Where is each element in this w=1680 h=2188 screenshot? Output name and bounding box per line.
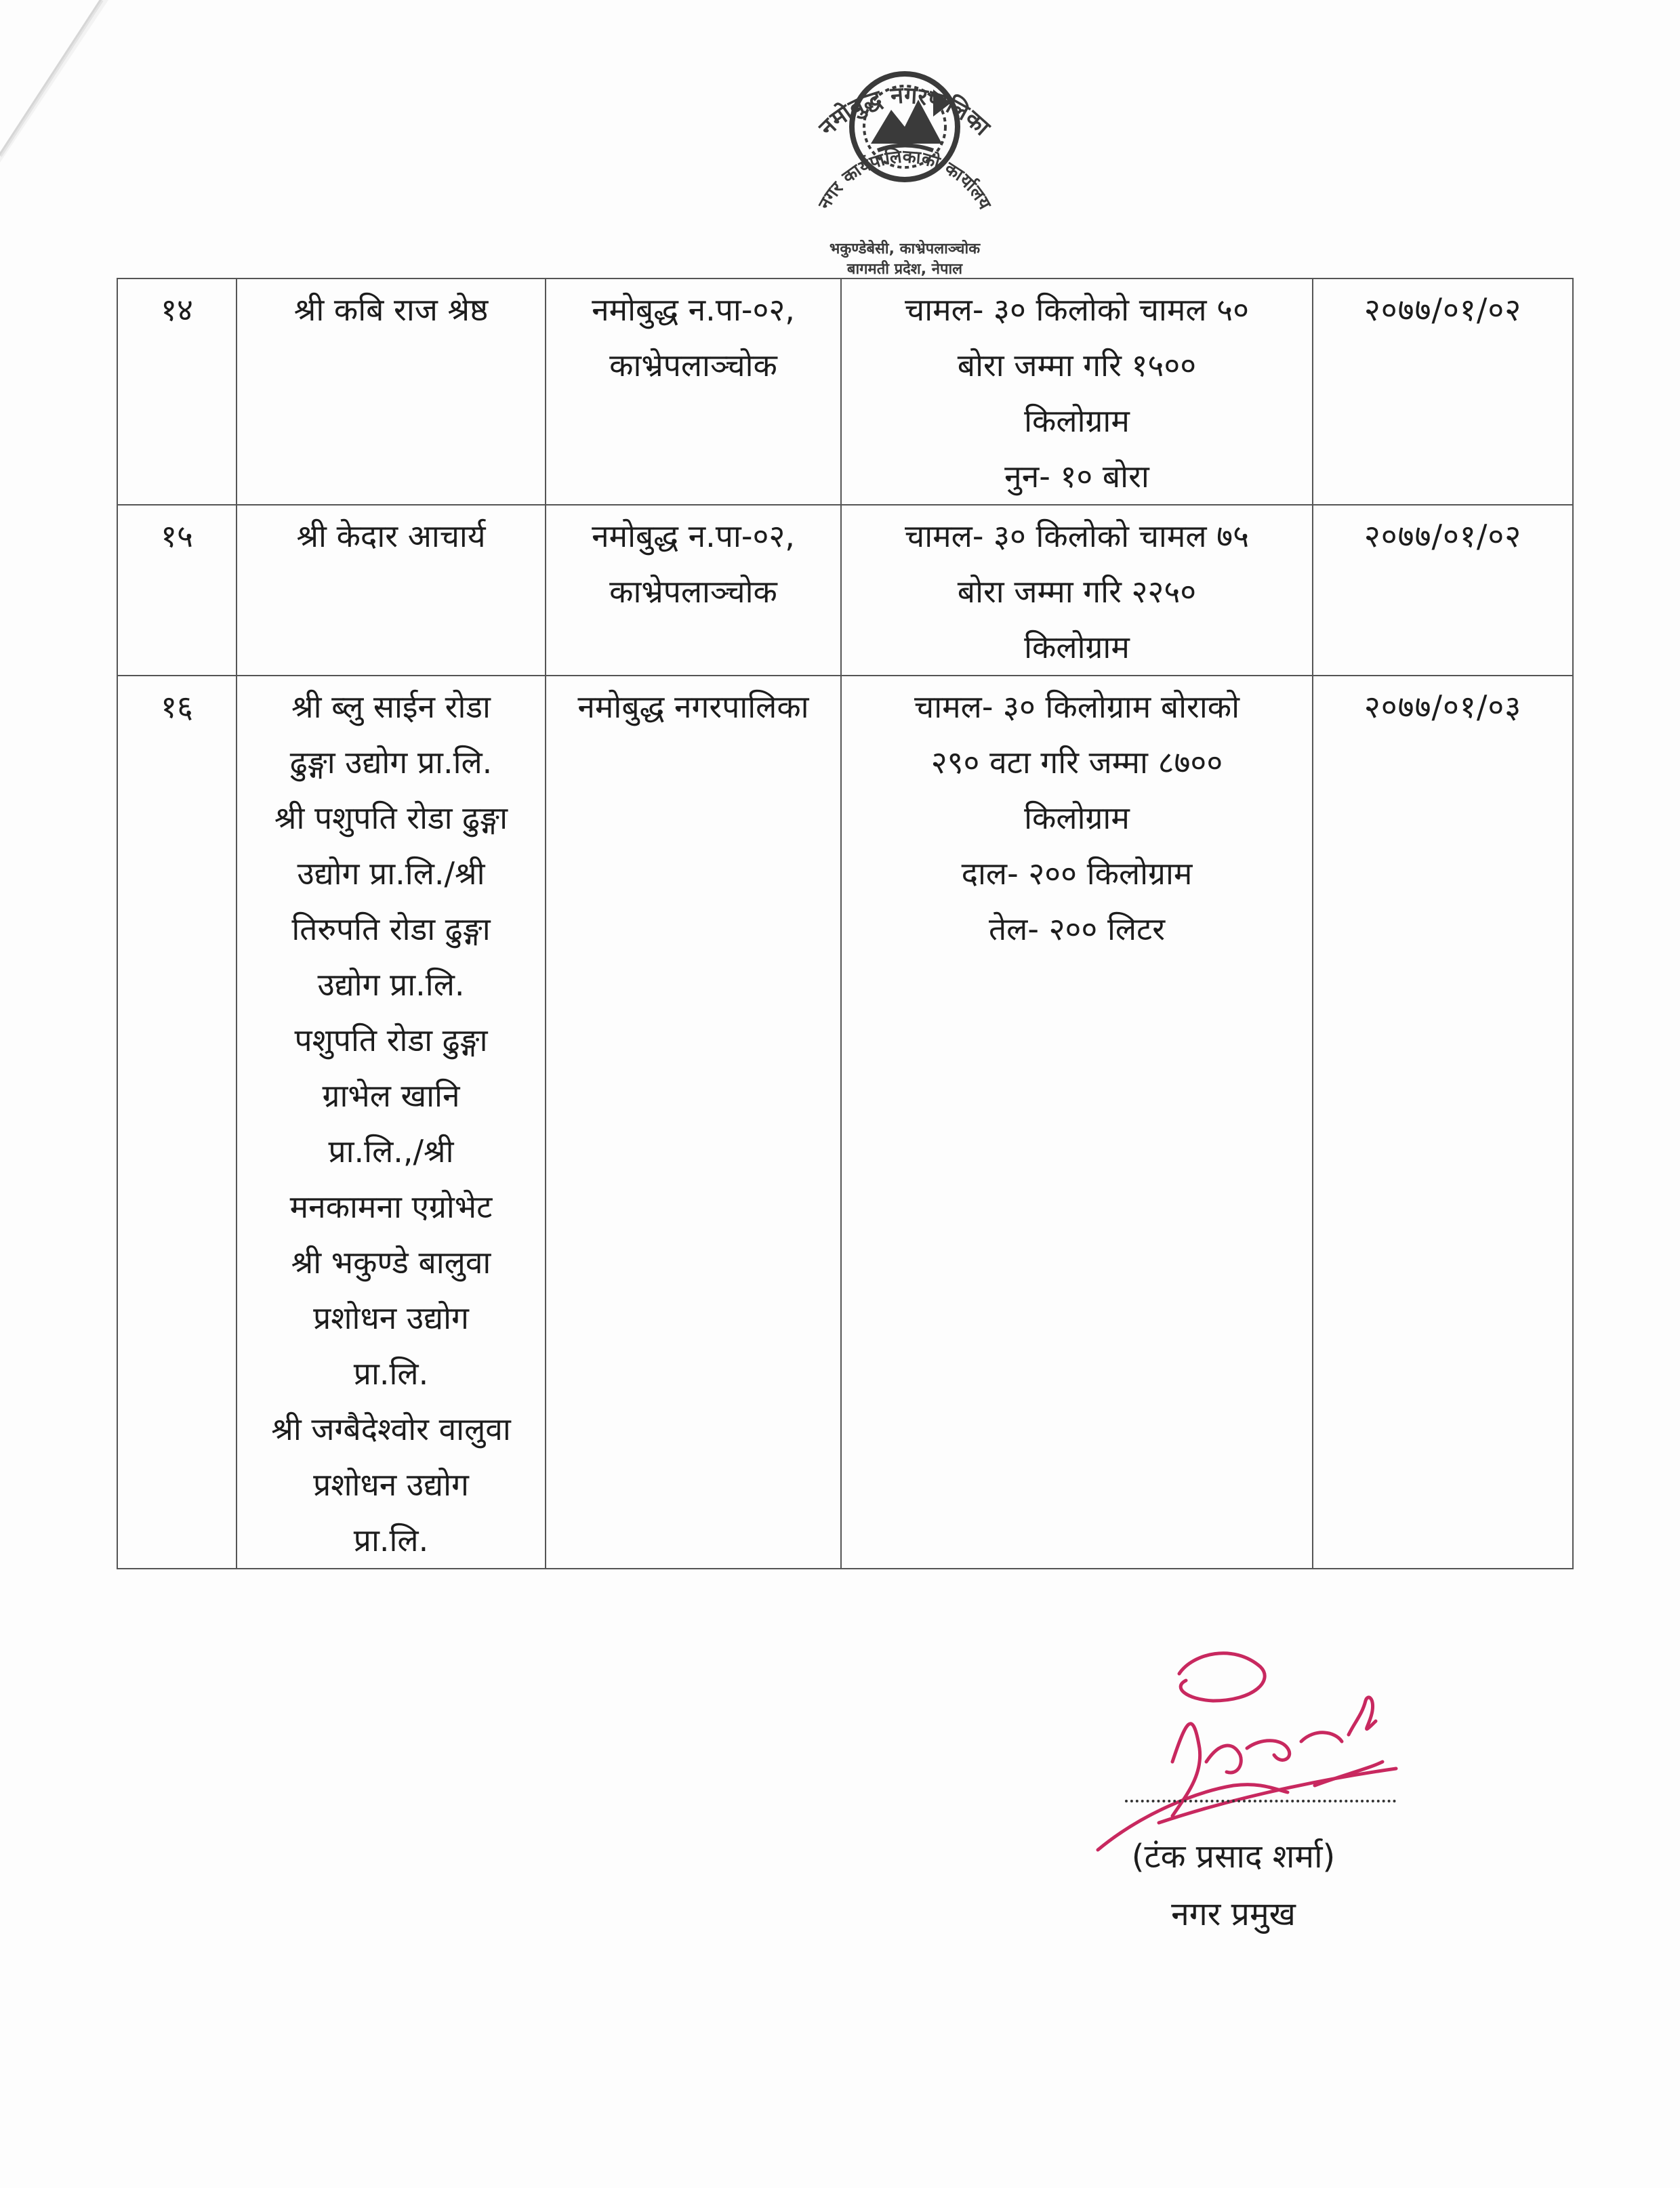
table-row (117, 278, 1573, 505)
address-cell: नमोबुद्ध न.पा-०२, काभ्रेपलाञ्चोक (546, 505, 841, 676)
donor-name-cell: श्री कबि राज श्रेष्ठ (237, 278, 546, 505)
serial-number-cell: १६ (117, 676, 237, 1569)
address-cell: नमोबुद्ध नगरपालिका (546, 676, 841, 1569)
donation-details-cell: चामल- ३० किलोको चामल ७५ बोरा जम्मा गरि २२५० किलोग्राम (841, 505, 1313, 676)
seal-line-3: भकुण्डेबेसी, काभ्रेपलाञ्चोक (829, 241, 981, 257)
municipality-seal (776, 62, 1033, 286)
serial-number-cell: १५ (117, 505, 237, 676)
date-cell: २०७७/०१/०२ (1313, 278, 1573, 505)
signer-name: (टंक प्रसाद शर्मा) (1131, 1838, 1336, 1876)
relief-records-table (117, 278, 1574, 1569)
signer-title: नगर प्रमुख (1171, 1895, 1296, 1933)
seal-line-2: नगर कार्यपालिकाको कार्यालय (815, 146, 995, 213)
seal-emblem-icon (776, 62, 1033, 286)
donation-details-cell: चामल- ३० किलोग्राम बोराको २९० वटा गरि जम्मा ८७०० किलोग्राम दाल- २०० किलोग्राम तेल- २०० लिटर (841, 676, 1313, 1569)
address-cell: नमोबुद्ध न.पा-०२, काभ्रेपलाञ्चोक (546, 278, 841, 505)
table-row (117, 676, 1573, 1569)
seal-line-4: बागमती प्रदेश, नेपाल (846, 261, 963, 278)
seal-line-1: नमोबुद्ध नगरपालिका (813, 81, 996, 142)
signature-line (1125, 1800, 1396, 1802)
date-cell: २०७७/०१/०२ (1313, 505, 1573, 676)
page-fold-mark (0, 0, 108, 163)
date-cell: २०७७/०१/०३ (1313, 676, 1573, 1569)
serial-number-cell: १४ (117, 278, 237, 505)
donation-details-cell: चामल- ३० किलोको चामल ५० बोरा जम्मा गरि १५०० किलोग्राम नुन- १० बोरा (841, 278, 1313, 505)
donor-name-cell: श्री केदार आचार्य (237, 505, 546, 676)
table-row (117, 505, 1573, 676)
donor-name-cell: श्री ब्लु साईन रोडा ढुङ्गा उद्योग प्रा.लि. श्री पशुपति रोडा ढुङ्गा उद्योग प्रा.लि./श्री तिरुपति रोडा ढुङ्गा उद्योग प्रा.लि. पशुपति रोडा ढुङ्गा ग्राभेल खानि प्रा.लि.,/श्री मनकामना एग्रोभेट श्री भकुण्डे बालुवा प्रशोधन उद्योग प्रा.लि. श्री जग्बैदेश्वोर वालुवा प्रशोधन उद्योग प्रा.लि. (237, 676, 546, 1569)
